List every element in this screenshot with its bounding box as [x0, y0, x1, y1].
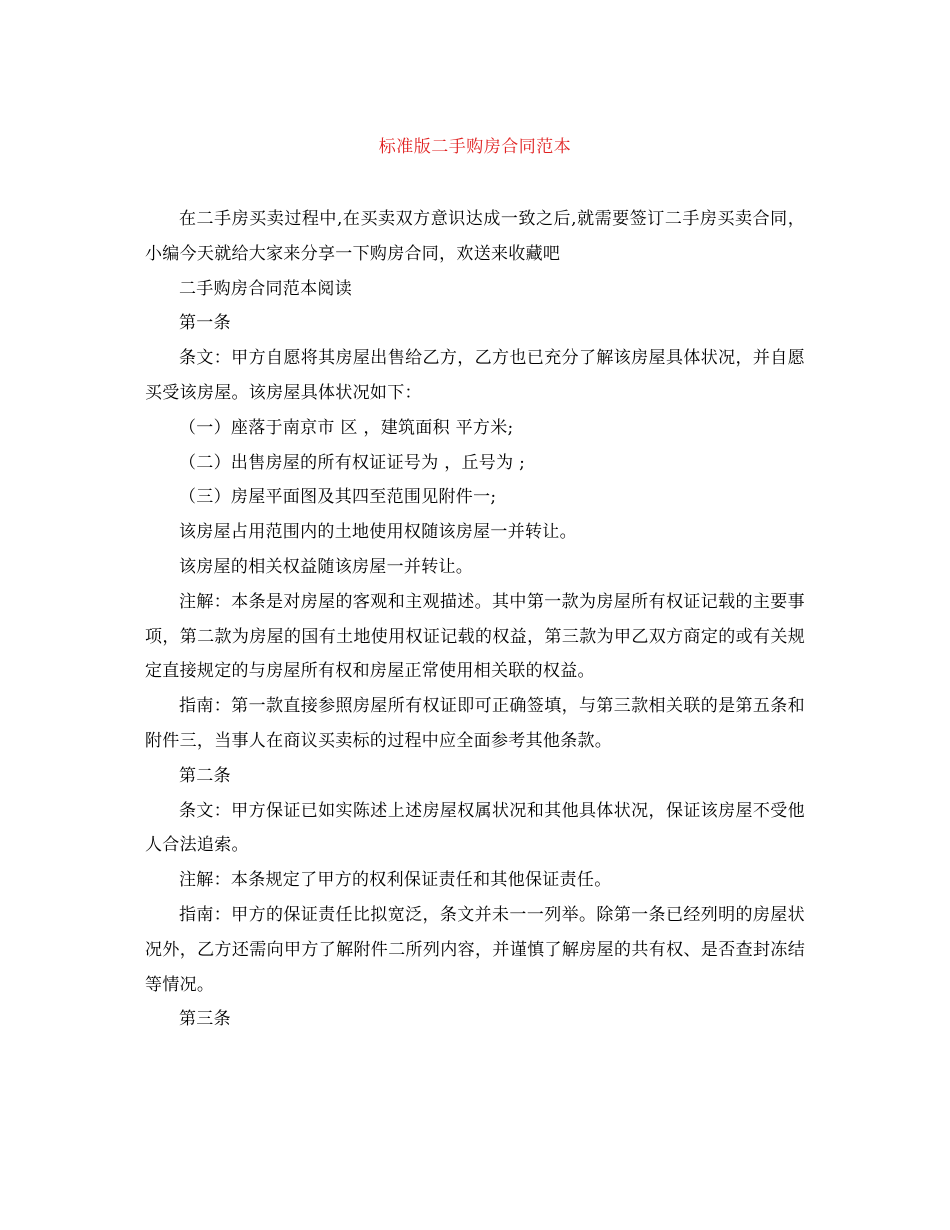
article-1-item-2: （二）出售房屋的所有权证证号为 ，丘号为 ;: [179, 452, 526, 473]
article-2-heading: 第二条: [179, 765, 231, 786]
article-1-note: 注解：本条是对房屋的客观和主观描述。其中第一款为房屋所有权证记载的主要事项，第二款为房屋的国有土地使用权证记载的权益，第三款为甲乙双方商定的或有关规定直接规定的与房屋所有权和房屋正常使用相关联的权益。: [145, 591, 805, 682]
article-1-text: 条文：甲方自愿将其房屋出售给乙方，乙方也已充分了解该房屋具体状况，并自愿买受该房屋。该房屋具体状况如下：: [145, 348, 805, 403]
article-2-guide: 指南：甲方的保证责任比拟宽泛，条文并未一一列举。除第一条已经列明的房屋状况外，乙方还需向甲方了解附件二所列内容，并谨慎了解房屋的共有权、是否查封冻结等情况。: [145, 904, 805, 995]
article-1-land-use: 该房屋占用范围内的土地使用权随该房屋一并转让。: [179, 522, 577, 543]
article-1-item-3: （三）房屋平面图及其四至范围见附件一;: [179, 487, 497, 508]
paragraph-section-heading: 二手购房合同范本阅读: [179, 278, 352, 299]
article-1-guide: 指南：第一款直接参照房屋所有权证即可正确签填，与第三款相关联的是第五条和附件三，当事人在商议买卖标的过程中应全面参考其他条款。: [145, 696, 805, 751]
article-2-note: 注解：本条规定了甲方的权利保证责任和其他保证责任。: [179, 870, 612, 891]
document-body: [145, 202, 805, 1037]
paragraph-intro: 在二手房买卖过程中,在买卖双方意识达成一致之后,就需要签订二手房买卖合同，小编今天就给大家来分享一下购房合同，欢送来收藏吧: [145, 209, 805, 264]
article-1-rights: 该房屋的相关权益随该房屋一并转让。: [179, 556, 474, 577]
article-3-heading: 第三条: [179, 1009, 231, 1030]
article-1-heading: 第一条: [179, 313, 231, 334]
article-2-text: 条文：甲方保证已如实陈述上述房屋权属状况和其他具体状况，保证该房屋不受他人合法追索。: [145, 800, 805, 856]
article-1-item-1: （一）座落于南京市 区 ，建筑面积 平方米;: [179, 417, 514, 438]
document-title: 标准版二手购房合同范本: [378, 137, 572, 157]
